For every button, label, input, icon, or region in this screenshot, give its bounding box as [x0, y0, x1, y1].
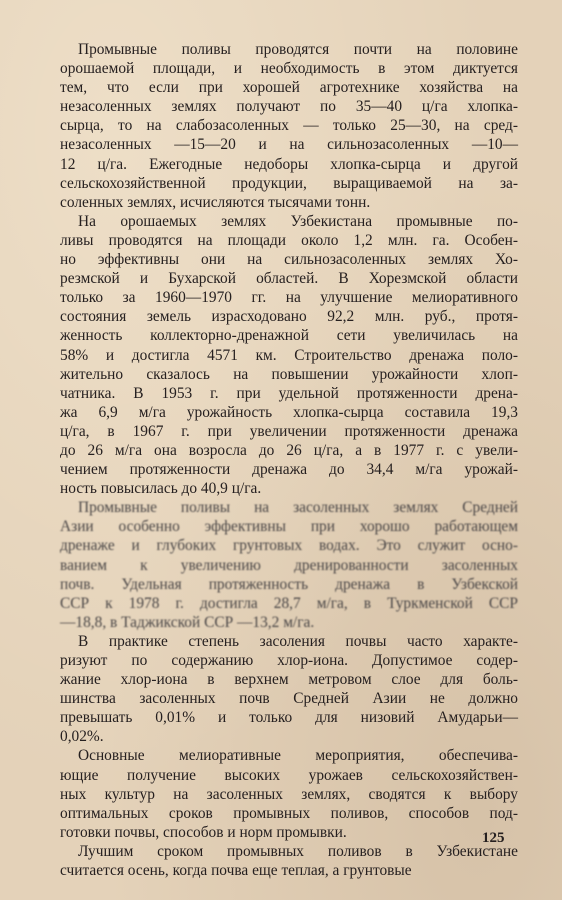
- text-line: сырца, то на слабозасоленных — только 25—30, на сред-: [60, 117, 518, 135]
- paragraph: [60, 632, 518, 747]
- text-line: 58% и достигла 4571 км. Строительство дренажа поло-: [60, 346, 518, 364]
- text-line: Азии особенно эффективны при хорошо работающем: [60, 518, 518, 536]
- text-line: ванием к увеличению дренированности засоленных: [60, 556, 518, 574]
- text-line: Лучшим сроком промывных поливов в Узбекистане: [78, 842, 518, 860]
- paragraph: [60, 40, 518, 212]
- text-line: ц/га, в 1967 г. при увеличении протяженности дренажа: [60, 422, 518, 440]
- text-line: жание хлор-иона в верхнем метровом слое для боль-: [60, 671, 518, 689]
- text-line: готовки почвы, способов и норм промывки.: [60, 823, 347, 841]
- text-line: шинства засоленных почв Средней Азии не должно: [60, 690, 518, 708]
- text-line: чатника. В 1953 г. при удельной протяженности дрена-: [60, 384, 518, 402]
- text-line: только за 1960—1970 гг. на улучшение мелиоративного: [60, 289, 518, 307]
- text-line: ность повысилась до 40,9 ц/га.: [60, 480, 262, 498]
- text-line: Промывные поливы проводятся почти на половине: [78, 41, 518, 58]
- text-line: женность коллекторно-дренажной сети увеличилась на: [60, 327, 518, 345]
- text-line: ных культур на засоленных землях, сводятся к выбору: [60, 785, 518, 803]
- text-line: В практике степень засоления почвы часто характе-: [78, 632, 518, 650]
- text-line: тем, что если при хорошей агротехнике хозяйства на: [60, 79, 518, 97]
- text-line: —18,8, в Таджикской ССР —13,2 м/га.: [60, 613, 315, 631]
- text-line: резмской и Бухарской областей. В Хорезмской области: [60, 270, 518, 288]
- text-line: ризуют по содержанию хлор-иона. Допустимое содер-: [60, 652, 518, 669]
- text-line: почв. Удельная протяженность дренажа в Узбекской: [60, 575, 518, 593]
- page-number: 125: [482, 830, 505, 846]
- text-line: жительно сказалось на повышении урожайности хлоп-: [60, 365, 518, 383]
- paragraph: [60, 746, 518, 841]
- text-line: состояния земель израсходовано 92,2 млн. руб., протя-: [60, 308, 518, 326]
- text-line: чением протяженности дренажа до 34,4 м/га урожай-: [60, 461, 518, 479]
- text-line: незасоленных землях получают по 35—40 ц/га хлопка-: [60, 98, 518, 116]
- text-line: 12 ц/га. Ежегодные недоборы хлопка-сырца и другой: [60, 155, 518, 173]
- text-line: считается осень, когда почва еще теплая, а грунтовые: [60, 862, 412, 880]
- text-line: Промывные поливы на засоленных землях Средней: [78, 499, 518, 517]
- text-line: до 26 м/га она возросла до 26 ц/га, а в 1977 г. с увели-: [60, 441, 518, 459]
- book-page: [60, 40, 518, 880]
- text-line: превышать 0,01% и только для низовий Амударьи—: [60, 709, 518, 727]
- paragraph: [60, 212, 518, 498]
- text-line: орошаемой площади, и необходимость в этом диктуется: [60, 60, 518, 78]
- text-line: На орошаемых землях Узбекистана промывные по-: [78, 212, 518, 230]
- paragraph: [60, 842, 518, 880]
- text-line: 0,02%.: [60, 728, 104, 746]
- text-line: соленных землях, исчисляются тысячами тонн.: [60, 193, 371, 211]
- text-line: ющие получение высоких урожаев сельскохозяйствен-: [60, 766, 518, 784]
- text-line: ССР к 1978 г. достигла 28,7 м/га, в Туркменской ССР: [60, 594, 518, 612]
- text-line: оптимальных сроков промывных поливов, способов под-: [60, 804, 518, 822]
- text-line: Основные мелиоративные мероприятия, обеспечива-: [78, 747, 518, 765]
- text-line: дренаже и глубоких грунтовых водах. Это служит осно-: [60, 537, 518, 555]
- text-line: незасоленных —15—20 и на сильнозасоленных —10—: [60, 136, 518, 154]
- text-line: но эффективны они на сильнозасоленных землях Хо-: [60, 251, 518, 269]
- text-line: ливы проводятся на площади около 1,2 млн. га. Особен-: [60, 231, 518, 249]
- text-line: сельскохозяйственной продукции, выращиваемой на за-: [60, 174, 518, 192]
- paragraph: [60, 498, 518, 632]
- text-line: жа 6,9 м/га урожайность хлопка-сырца составила 19,3: [60, 403, 518, 421]
